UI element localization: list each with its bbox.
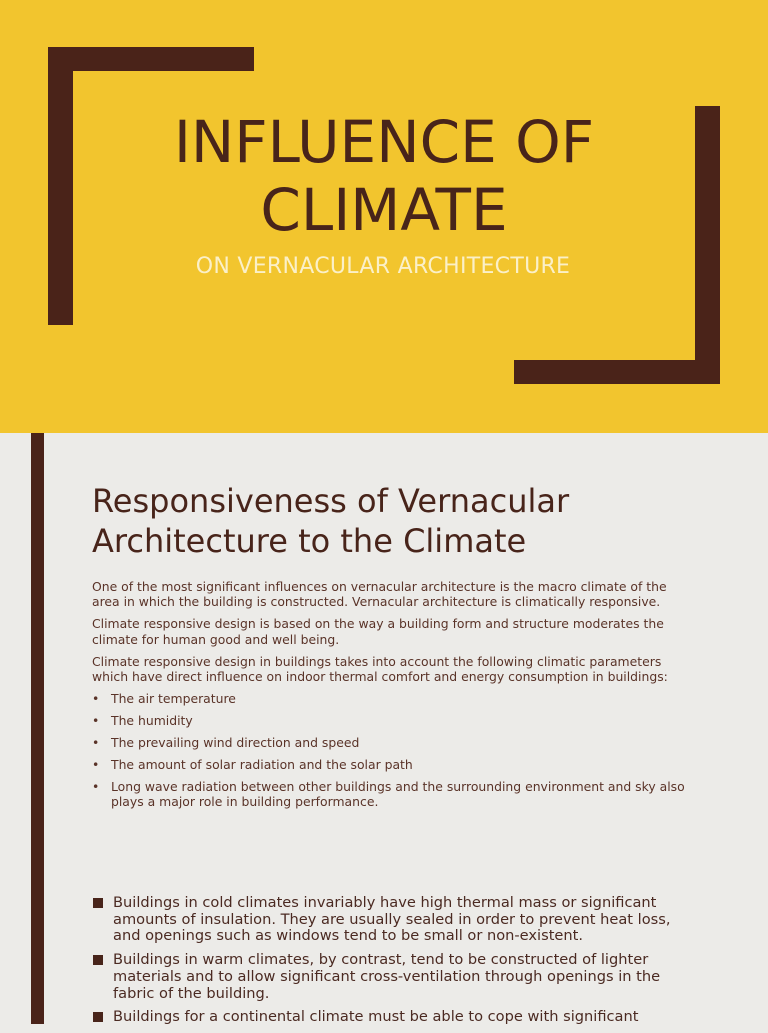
left-accent-bar bbox=[31, 433, 44, 865]
list-item bbox=[92, 735, 692, 750]
bottom-right-bracket-horizontal bbox=[514, 360, 720, 384]
content-slide bbox=[0, 433, 768, 865]
content-body bbox=[92, 579, 692, 816]
list-item bbox=[92, 952, 692, 1002]
bullet-symbol: • bbox=[92, 734, 100, 750]
list-item-text: The air temperature bbox=[111, 690, 236, 706]
top-left-bracket-horizontal bbox=[48, 47, 254, 71]
list-item bbox=[92, 691, 692, 706]
list-item bbox=[92, 1009, 692, 1026]
third-slide bbox=[0, 865, 768, 1024]
content-heading-line2: Architecture to the Climate bbox=[92, 522, 527, 560]
content-heading-line1: Responsiveness of Vernacular bbox=[92, 482, 570, 520]
bullet-symbol: • bbox=[92, 690, 100, 706]
list-item-text: Buildings in warm climates, by contrast, tend to be constructed of lighter materials and to allow significant cross-ventilation through openings in the fabric of the building. bbox=[113, 951, 661, 1002]
paragraph: One of the most significant influences on vernacular architecture is the macro climate of the area in which the building is constructed. Vernacular architecture is climatically responsive. bbox=[92, 579, 667, 610]
square-bullet-icon bbox=[93, 1012, 103, 1022]
slide-subtitle: ON VERNACULAR ARCHITECTURE bbox=[195, 254, 571, 279]
list-item-text: The prevailing wind direction and speed bbox=[111, 734, 360, 750]
paragraph: Climate responsive design in buildings takes into account the following climatic parameters which have direct influence on indoor thermal comfort and energy consumption in buildings: bbox=[92, 653, 668, 685]
list-item-text: Buildings for a continental climate must be able to cope with significant bbox=[113, 1008, 639, 1026]
square-bullet-icon bbox=[93, 898, 103, 908]
list-item bbox=[92, 713, 692, 728]
bullet-symbol: • bbox=[92, 756, 100, 772]
list-item bbox=[92, 757, 692, 772]
list-item-text: The amount of solar radiation and the solar path bbox=[111, 756, 413, 772]
slide-title-line1: INFLUENCE OF bbox=[173, 108, 595, 176]
list-item-text: Buildings in cold climates invariably have high thermal mass or significant amounts of insulation. They are usually sealed in order to prevent heat loss, and openings such as windows tend to be small or non-existent. bbox=[113, 894, 671, 945]
paragraph: Climate responsive design is based on the way a building form and structure moderates the climate for human good and well being. bbox=[92, 616, 664, 647]
climatic-parameters-list bbox=[92, 691, 692, 809]
list-item bbox=[92, 895, 692, 945]
bullet-symbol: • bbox=[92, 712, 100, 728]
square-bullet-icon bbox=[93, 955, 103, 965]
left-accent-bar bbox=[31, 865, 44, 1024]
list-item-text: The humidity bbox=[111, 712, 193, 728]
content-heading bbox=[92, 481, 732, 561]
bullet-symbol: • bbox=[92, 778, 100, 794]
list-item bbox=[92, 779, 692, 810]
slide-title-line2: CLIMATE bbox=[260, 176, 508, 244]
climate-buildings-list bbox=[92, 895, 692, 1033]
list-item-text: Long wave radiation between other buildings and the surrounding environment and sky also plays a major role in building performance. bbox=[111, 778, 685, 809]
slide-title bbox=[0, 108, 768, 244]
title-slide bbox=[0, 0, 768, 433]
